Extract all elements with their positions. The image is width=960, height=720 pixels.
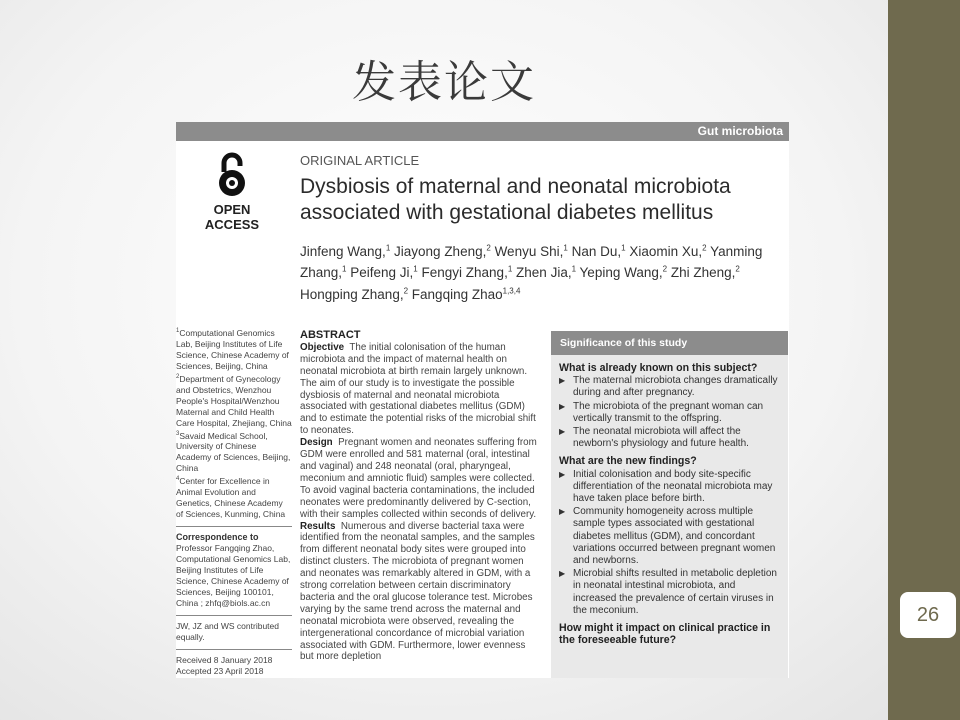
author-affiliation-mark: 2	[702, 243, 707, 252]
significance-question: What is already known on this subject?	[559, 362, 758, 374]
divider	[176, 526, 292, 527]
received-date: Received 8 January 2018	[176, 655, 273, 666]
affiliation: $^1$Computational Genomics Lab, Beijing Institutes of Life Science, Chinese Academy of Sciences, Beijing, China	[176, 327, 289, 371]
affiliation: $^3$Savaid Medical School, University of Chinese Academy of Sciences, Beijing, China	[176, 430, 291, 474]
author-affiliation-mark: 1,3,4	[502, 286, 521, 295]
bullet-arrow-icon: ▶	[559, 469, 566, 479]
abstract	[300, 330, 540, 663]
significance-item: ▶ Community homogeneity across multiple sample types associated with gestational diabetes mellitus (GDM), and concordant variations occurred between pregnant women and newborns.	[559, 506, 776, 567]
contribution-note: JW, JZ and WS contributed equally.	[176, 621, 279, 643]
significance-body	[551, 355, 788, 646]
author-affiliation-mark: 1	[413, 264, 418, 274]
author-name: Jiayong Zheng,$^2$	[394, 243, 491, 259]
open-access-lock-icon	[215, 152, 249, 198]
bullet-arrow-icon: ▶	[559, 376, 566, 386]
abstract-objective	[300, 342, 540, 437]
significance-heading: Significance of this study	[551, 331, 788, 355]
journal-section-bar: Gut microbiota	[176, 122, 789, 141]
divider	[176, 649, 292, 650]
correspondence-text: Professor Fangqing Zhao, Computational Genomics Lab, Beijing Institutes of Life Science, Chinese Academy of Sciences, Beijing 100101, China ; zhfq@biols.ac.cn	[176, 543, 291, 609]
article-title: Dysbiosis of maternal and neonatal microbiota associated with gestational diabetes mellitus	[300, 175, 731, 224]
design-text: Pregnant women and neonates suffering from GDM were enrolled and 581 maternal (oral, intestinal and vaginal) and 248 neonatal (oral, pharyngeal, meconium and amniotic fluid) samples were collected. To avoid vaginal bacteria contaminations, the included neonates were predominantly delivered by C-section, with their samples collected within seconds of delivery.	[300, 437, 537, 520]
author-name: Fengyi Zhang,$^1$	[421, 264, 513, 280]
significance-item: ▶ Microbial shifts resulted in metabolic depletion in neonatal intestinal microbiota, and increased the prevalence of certain viruses in the meconium.	[559, 568, 777, 616]
page-number-badge	[898, 590, 958, 640]
results-text: Numerous and diverse bacterial taxa were identified from the neonatal samples, and the samples from different neonatal body sites were grouped into distinct clusters. The microbiota of pregnant women and neonates was remarkably altered in GDM, with a strong correlation between certain discriminatory bacteria and the oral glucose tolerance test. Microbes varying by the same trend across the maternal and neonatal microbiota were observed, revealing the intergenerational concordance of microbial variation associated with GDM. Furthermore, lower evenness but more depletion	[300, 520, 535, 663]
affiliation-column	[176, 326, 292, 677]
author-affiliation-mark: 1	[621, 243, 626, 252]
author-affiliation-mark: 2	[403, 286, 409, 295]
significance-item: ▶ The microbiota of the pregnant woman can vertically transmit to the offspring.	[559, 400, 764, 424]
affiliation-mark: 4	[176, 476, 180, 483]
affiliation: $^2$Department of Gynecology and Obstetrics, Wenzhou People's Hospital/Wenzhou Maternal and Child Health Care Hospital, Zhejiang, China	[176, 373, 292, 428]
author-affiliation-mark: 1	[385, 243, 391, 252]
author-name: Jinfeng Wang,$^1$	[300, 243, 391, 259]
significance-list	[559, 469, 780, 617]
author-affiliation-mark: 1	[507, 264, 513, 274]
author-list	[300, 239, 785, 304]
abstract-heading: ABSTRACT	[300, 329, 361, 341]
affiliation-mark: 3	[176, 430, 180, 437]
bullet-arrow-icon: ▶	[559, 427, 566, 437]
bullet-arrow-icon: ▶	[559, 507, 566, 517]
bullet-arrow-icon: ▶	[559, 401, 566, 411]
slide-title: 发表论文	[352, 57, 536, 108]
results-label: Results	[300, 520, 336, 532]
affiliation-mark: 1	[176, 328, 180, 334]
significance-box	[551, 331, 788, 678]
author-name: Xiaomin Xu,$^2$	[629, 243, 707, 259]
correspondence-heading: Correspondence to	[176, 532, 259, 543]
author-name: Hongping Zhang,$^2$	[300, 286, 409, 302]
objective-label: Objective	[300, 341, 345, 353]
significance-item: ▶ Initial colonisation and body site-specific differentiation of the neonatal microbiota may have taken place before birth.	[559, 468, 773, 505]
author-name: Nan Du,$^1$	[571, 243, 626, 259]
author-name: Wenyu Shi,$^1$	[494, 243, 568, 259]
significance-list	[559, 375, 780, 450]
author-affiliation-mark: 1	[342, 264, 347, 274]
abstract-design	[300, 437, 540, 520]
author-name: Peifeng Ji,$^1$	[350, 264, 418, 280]
author-name: Fangqing Zhao$^{1,3,4}$	[411, 286, 521, 302]
accepted-date: Accepted 23 April 2018	[176, 666, 264, 677]
significance-item: ▶ The neonatal microbiota will affect the newborn's physiology and future health.	[559, 426, 749, 450]
affiliation-list	[176, 326, 292, 520]
significance-item: ▶ The maternal microbiota changes dramatically during and after pregnancy.	[559, 375, 778, 399]
affiliation: $^4$Center for Excellence in Animal Evolution and Genetics, Chinese Academy of Sciences, Kunming, China	[176, 476, 286, 520]
paper-screenshot	[176, 122, 789, 678]
page-number: 26	[916, 603, 940, 626]
design-label: Design	[300, 437, 333, 449]
bullet-arrow-icon: ▶	[559, 569, 566, 579]
author-affiliation-mark: 1	[563, 243, 568, 252]
significance-question: What are the new findings?	[559, 455, 697, 468]
open-access-label: OPEN ACCESS	[204, 202, 260, 232]
affiliation-mark: 2	[176, 373, 180, 380]
author-name: Yeping Wang,$^2$	[579, 264, 668, 280]
divider	[176, 615, 292, 616]
abstract-results	[300, 521, 540, 664]
author-affiliation-mark: 2	[486, 243, 491, 252]
author-name: Zhen Jia,$^1$	[516, 264, 577, 280]
author-affiliation-mark: 1	[571, 264, 577, 274]
open-access-logo	[192, 152, 272, 232]
objective-text: The initial colonisation of the human microbiota and the impact of maternal health on neonatal microbiota at birth remain largely unknown. The aim of our study is to investigate the possible dysbiosis of maternal and neonatal microbiota associated with gestational diabetes mellitus (GDM) and to estimate the potential risks of the microbial shift to neonates.	[300, 341, 536, 437]
author-name: Zhi Zheng,$^2$	[670, 264, 740, 280]
author-affiliation-mark: 2	[735, 264, 740, 274]
author-name: Yanming Zhang,$^1$	[300, 243, 763, 280]
article-type: ORIGINAL ARTICLE	[300, 153, 420, 168]
author-affiliation-mark: 2	[662, 264, 668, 274]
significance-question: How might it impact on clinical practice in the foreseeable future?	[559, 622, 771, 647]
